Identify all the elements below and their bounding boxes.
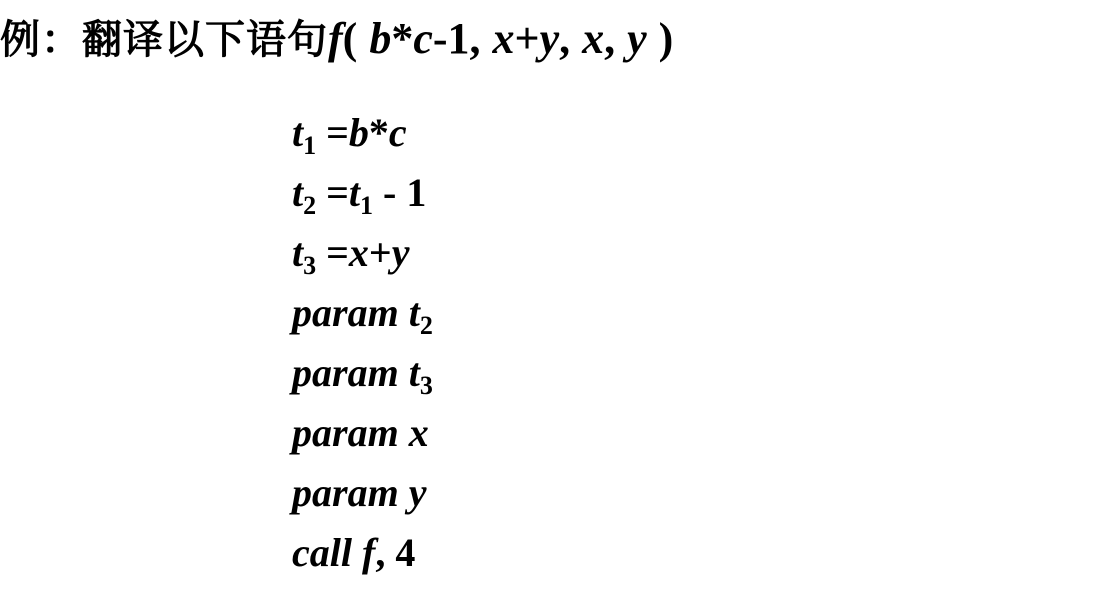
line-tail: - 1 xyxy=(373,170,427,215)
line-arg: y xyxy=(408,470,427,515)
arg2-comma: , xyxy=(559,14,571,63)
code-line xyxy=(292,166,433,226)
line-lhs: t xyxy=(292,230,304,275)
arg1-op: * xyxy=(391,14,414,63)
line-eq: = xyxy=(326,110,349,155)
arg2-y: y xyxy=(539,14,560,63)
title-expression xyxy=(328,13,673,64)
title-label: 例：翻译以下语句 xyxy=(0,17,328,63)
arg2-x: x xyxy=(492,14,515,63)
line-r1: x xyxy=(348,230,369,275)
line-op: + xyxy=(368,230,392,275)
code-line xyxy=(292,526,433,586)
arg1-c: c xyxy=(413,14,433,63)
code-line xyxy=(292,466,433,526)
three-address-code xyxy=(292,106,433,586)
code-line xyxy=(292,106,433,166)
line-keyword: call xyxy=(292,530,352,575)
arg3-comma: , xyxy=(604,14,616,63)
arg2-op: + xyxy=(514,14,540,63)
slide-title xyxy=(0,8,673,68)
arg4-y: y xyxy=(627,14,647,63)
code-line xyxy=(292,406,433,466)
line-eq: = xyxy=(326,170,349,215)
func-name: f xyxy=(328,14,343,63)
line-r1: b xyxy=(348,110,369,155)
line-keyword: param xyxy=(292,410,399,455)
line-arg: f xyxy=(361,530,376,575)
line-lhs-subscript: 1 xyxy=(303,131,317,160)
line-lhs-subscript: 3 xyxy=(303,251,317,280)
code-line xyxy=(292,346,433,406)
close-paren: ) xyxy=(658,14,674,63)
open-paren: ( xyxy=(342,14,358,63)
line-r2: y xyxy=(391,230,410,275)
line-eq: = xyxy=(326,230,349,275)
line-arg: x xyxy=(408,410,429,455)
line-arg-subscript: 2 xyxy=(419,311,433,340)
code-line xyxy=(292,226,433,286)
line-r1: t xyxy=(348,170,361,215)
code-line xyxy=(292,286,433,346)
line-keyword: param xyxy=(292,350,399,395)
line-lhs: t xyxy=(292,110,304,155)
arg1-b: b xyxy=(369,14,392,63)
line-lhs-subscript: 2 xyxy=(303,191,317,220)
line-tail: , 4 xyxy=(375,530,416,575)
line-lhs: t xyxy=(292,170,304,215)
arg1-tail: -1, xyxy=(432,14,481,63)
line-arg-subscript: 3 xyxy=(419,371,433,400)
line-keyword: param xyxy=(292,470,399,515)
line-op: * xyxy=(368,110,389,155)
line-r1-subscript: 1 xyxy=(360,191,374,220)
line-keyword: param xyxy=(292,290,399,335)
line-arg: t xyxy=(408,350,420,395)
arg3-x: x xyxy=(582,14,605,63)
line-r2: c xyxy=(388,110,407,155)
line-arg: t xyxy=(408,290,420,335)
